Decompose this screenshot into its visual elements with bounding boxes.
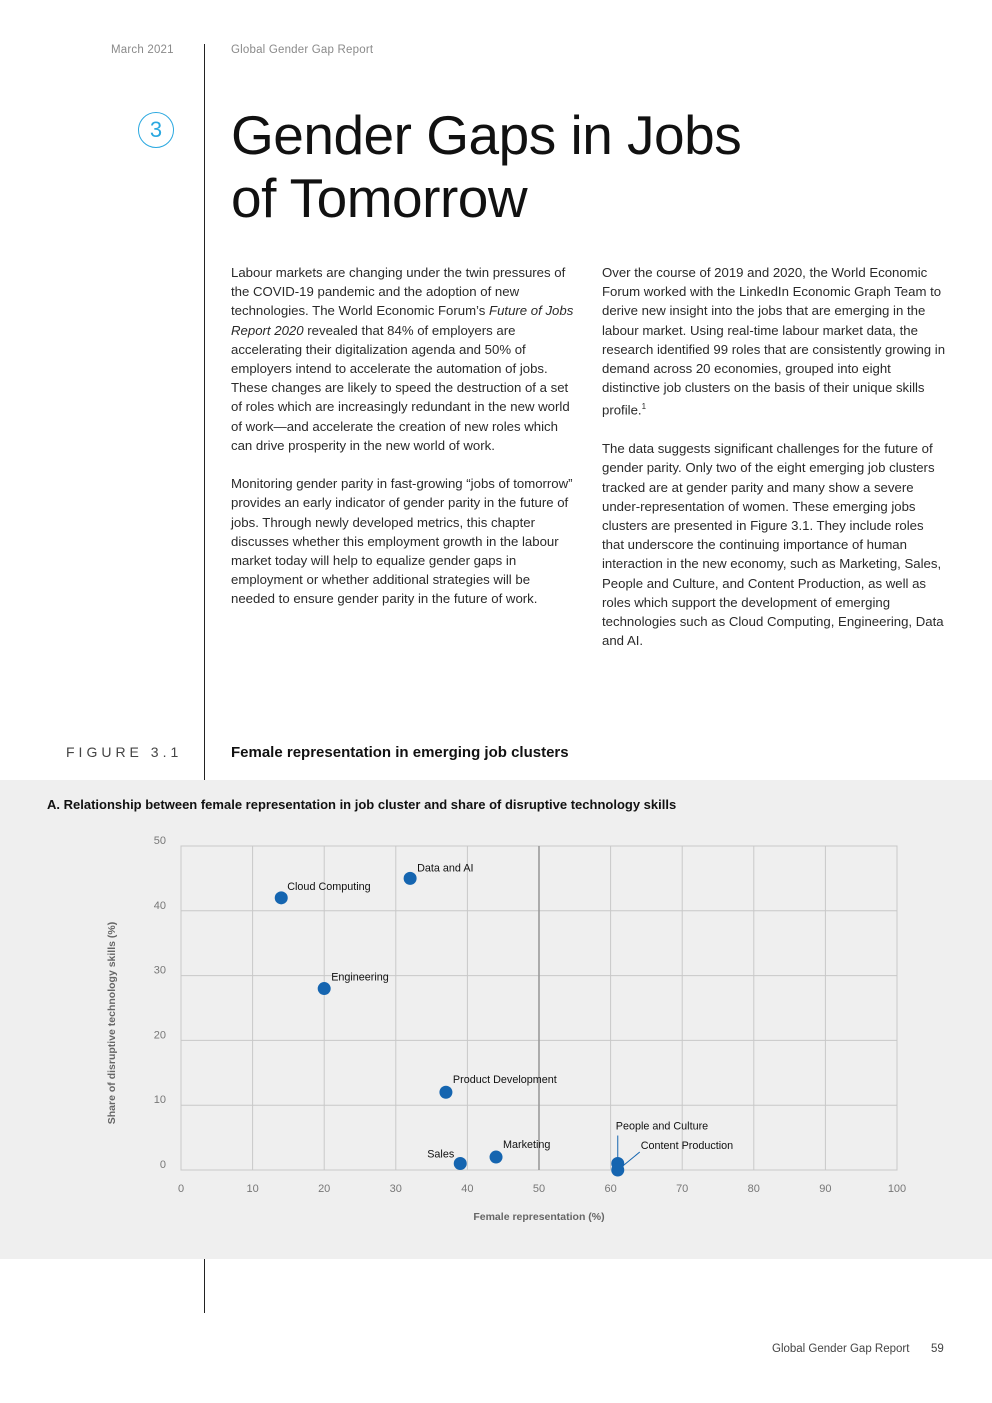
figure-panel xyxy=(0,780,992,1259)
y-tick-label: 40 xyxy=(153,899,166,912)
x-tick-label: 70 xyxy=(676,1183,689,1195)
x-tick-label: 50 xyxy=(532,1183,546,1195)
body-paragraph: Labour markets are changing under the twin pressures of the COVID-19 pandemic and the adoption of new technologies. The World Economic Forum’s Future of Jobs Report 2020 revealed that 84% of employers are accelerating their digitalization agenda and 50% of employers intend to accelerate the automation of jobs. These changes are likely to speed the destruction of a set of roles which are increasingly redundant in the new world of work—and accelerate the creation of new roles which can drive prosperity in the new world of work. xyxy=(231,265,574,453)
footnote-marker[interactable]: 1 xyxy=(641,402,647,412)
data-label: Product Development xyxy=(452,1074,557,1087)
figure-panel-title: A. Relationship between female representation in job cluster and share of disruptive technology skills xyxy=(47,797,677,812)
figure-title: Female representation in emerging job clusters xyxy=(231,744,569,761)
figure-label: FIGURE 3.1 xyxy=(66,744,183,760)
body-paragraph: Over the course of 2019 and 2020, the World Economic Forum worked with the LinkedIn Economic Graph Team to derive new insight into the jobs that are emerging in the labour market. Using real-time labour market data, the research identified 99 roles that are consistently growing in demand across 20 economies, grouped into eight distinctive job clusters on the basis of their unique skills profile.$^1$ xyxy=(602,265,946,418)
y-axis-title: Share of disruptive technology skills (%) xyxy=(106,921,118,1125)
data-label: Content Production xyxy=(640,1140,734,1152)
chapter-title xyxy=(231,104,741,230)
data-label: People and Culture xyxy=(615,1120,709,1133)
data-label: Sales xyxy=(427,1148,455,1161)
body-column-left xyxy=(231,263,577,609)
data-label: Data and AI xyxy=(417,862,474,875)
x-tick-label: 0 xyxy=(177,1183,185,1195)
data-label: Engineering xyxy=(331,971,389,984)
y-tick-label: 0 xyxy=(159,1159,166,1171)
x-tick-label: 40 xyxy=(461,1183,474,1195)
data-point xyxy=(611,1164,624,1177)
x-tick-label: 30 xyxy=(389,1183,402,1195)
report-reference: Future of Jobs Report 2020 xyxy=(231,303,574,338)
chapter-number-badge: 3 xyxy=(138,112,174,148)
data-point xyxy=(275,891,288,904)
y-tick-label: 30 xyxy=(153,964,166,977)
footer-report-title: Global Gender Gap Report xyxy=(772,1343,910,1355)
y-tick-label: 50 xyxy=(153,835,166,847)
data-label: Cloud Computing xyxy=(287,880,371,893)
margin-rule-top xyxy=(204,44,205,780)
x-tick-label: 60 xyxy=(604,1183,617,1195)
y-tick-label: 10 xyxy=(153,1094,166,1107)
header-date: March 2021 xyxy=(111,44,174,56)
x-tick-label: 10 xyxy=(246,1183,259,1195)
data-point xyxy=(490,1151,503,1164)
x-tick-label: 100 xyxy=(887,1183,907,1195)
x-tick-label: 20 xyxy=(318,1183,331,1195)
body-paragraph: The data suggests significant challenges for the future of gender parity. Only two of the eight emerging job clusters tracked are at gender parity and many show a severe under-representation of women. These emerging jobs clusters are presented in Figure 3.1. They include roles that underscore the continuing importance of human interaction in the new economy, such as Marketing, Sales, People and Culture, and Content Production, as well as roles which support the development of emerging technologies such as Cloud Computing, Engineering, Data and AI. xyxy=(602,441,944,649)
chapter-title-line2: of Tomorrow xyxy=(231,167,528,229)
body-column-right xyxy=(602,263,948,650)
header-report-title: Global Gender Gap Report xyxy=(231,44,374,56)
data-label: Marketing xyxy=(503,1139,551,1152)
data-point xyxy=(454,1157,467,1170)
data-point xyxy=(439,1086,452,1099)
margin-rule-bottom xyxy=(204,1259,205,1313)
chapter-title-line1: Gender Gaps in Jobs xyxy=(231,104,742,166)
x-tick-label: 90 xyxy=(819,1183,832,1195)
page-number: 59 xyxy=(931,1343,944,1355)
data-point xyxy=(318,982,331,995)
x-axis-title: Female representation (%) xyxy=(473,1211,605,1223)
data-point xyxy=(404,872,417,885)
y-tick-label: 20 xyxy=(153,1029,166,1042)
body-paragraph: Monitoring gender parity in fast-growing “jobs of tomorrow” provides an early indicator of gender parity in the future of jobs. Through newly developed metrics, this chapter discusses whether this employment growth in the labour market today will help to equalize gender gaps in employment or whether additional strategies will be needed to ensure gender parity in the future of work. xyxy=(231,476,573,607)
scatter-chart xyxy=(0,780,992,1259)
x-tick-label: 80 xyxy=(747,1183,760,1195)
